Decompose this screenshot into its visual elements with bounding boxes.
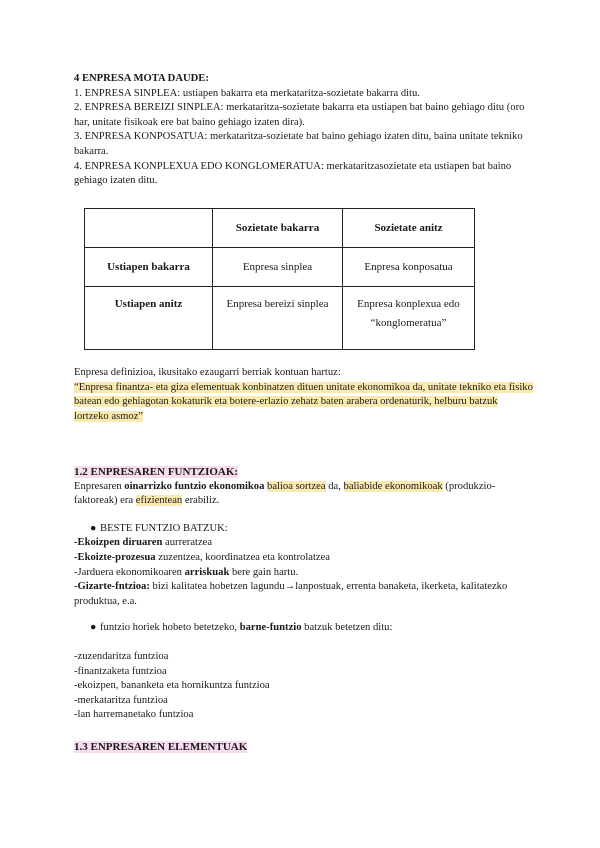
table-col-header: Sozietate anitz bbox=[343, 209, 475, 248]
functions-section bbox=[74, 465, 534, 723]
table-row bbox=[85, 287, 475, 350]
type-item-2: 2. ENPRESA BEREIZI SINPLEA: merkataritza-sozietate bakarra eta ustiapen bat baino gehiago ditu (oro har, unitate fisikoak ere bat baino gehiago izaten dira). bbox=[74, 102, 525, 128]
internal-function-item: -zuzendaritza funtzioa bbox=[74, 650, 169, 662]
bullet-item: ● funtzio horiek hobeto betetzeko, barne-funtzio batzuk betetzen ditu: bbox=[74, 621, 534, 636]
function-line: -Gizarte-fntzioa: bizi kalitatea hobetzen lagundu→lanpostuak, errenta banaketa, ikerketa, kalitatezko produktua, e.a. bbox=[74, 581, 508, 607]
function-line: -Ekoizte-prozesua zuzentzea, koordinatzea eta kontrolatzea bbox=[74, 551, 331, 563]
enterprise-types-block bbox=[74, 72, 534, 189]
table-row bbox=[85, 248, 475, 287]
definition-quote: “Enpresa finantza- eta giza elementuak konbinatzen dituen unitate ekonomikoa da, unitate tekniko eta fisiko batean edo gehiagotan kokaturik eta botere-erlazio zehatz baten arabera ordenaturik, helburu batzuk lortzeko asmoz” bbox=[74, 381, 533, 422]
table-header-row bbox=[85, 209, 475, 248]
table-row-header: Ustiapen bakarra bbox=[85, 248, 213, 287]
section-heading-functions: 1.2 ENPRESAREN FUNTZIOAK: bbox=[74, 466, 239, 478]
section-heading-elements: 1.3 ENPRESAREN ELEMENTUAK bbox=[74, 741, 248, 753]
bullet-icon: ● bbox=[90, 622, 97, 634]
table-corner-cell bbox=[85, 209, 213, 248]
enterprise-types-table bbox=[84, 208, 475, 350]
type-item-3: 3. ENPRESA KONPOSATUA: merkataritza-sozietate bat baino gehiago izaten ditu, baina unitate tekniko bakarra. bbox=[74, 131, 523, 157]
function-line: -Jarduera ekonomikoaren arriskuak bere gain hartu. bbox=[74, 566, 299, 578]
type-item-4: 4. ENPRESA KONPLEXUA EDO KONGLOMERATUA: merkataritzasozietate eta ustiapen bat baino gehiago izaten ditu. bbox=[74, 160, 512, 187]
table-cell: Enpresa sinplea bbox=[213, 248, 343, 287]
table-col-header: Sozietate bakarra bbox=[213, 209, 343, 248]
internal-function-item: -ekoizpen, bananketa eta hornikuntza funtzioa bbox=[74, 680, 270, 692]
functions-paragraph: Enpresaren oinarrizko funtzio ekonomikoa balioa sortzea da, baliabide ekonomikoak (produkzio- faktoreak) era efizientean erabiliz. bbox=[74, 480, 496, 507]
internal-function-item: -merkataritza funtzioa bbox=[74, 694, 168, 706]
elements-section bbox=[74, 740, 534, 755]
table-row-header: Ustiapen anitz bbox=[85, 287, 213, 350]
table-cell: Enpresa bereizi sinplea bbox=[213, 287, 343, 350]
table-cell: Enpresa konposatua bbox=[343, 248, 475, 287]
table-cell: Enpresa konplexua edo “konglomeratua” bbox=[343, 287, 475, 350]
bullet-item: ● BESTE FUNTZIO BATZUK: bbox=[74, 522, 534, 537]
enterprise-types-title: 4 ENPRESA MOTA DAUDE: bbox=[74, 73, 209, 84]
definition-lead: Enpresa definizioa, ikusitako ezaugarri berriak kontuan hartuz: bbox=[74, 367, 341, 378]
definition-block bbox=[74, 366, 534, 424]
internal-function-item: -lan harremanetako funtzioa bbox=[74, 709, 194, 721]
function-line: -Ekoizpen diruaren aurreratzea bbox=[74, 537, 213, 549]
internal-function-item: -finantzaketa funtzioa bbox=[74, 665, 167, 677]
type-item-1: 1. ENPRESA SINPLEA: ustiapen bakarra eta merkataritza-sozietate bakarra ditu. bbox=[74, 87, 420, 99]
bullet-icon: ● bbox=[90, 522, 97, 534]
